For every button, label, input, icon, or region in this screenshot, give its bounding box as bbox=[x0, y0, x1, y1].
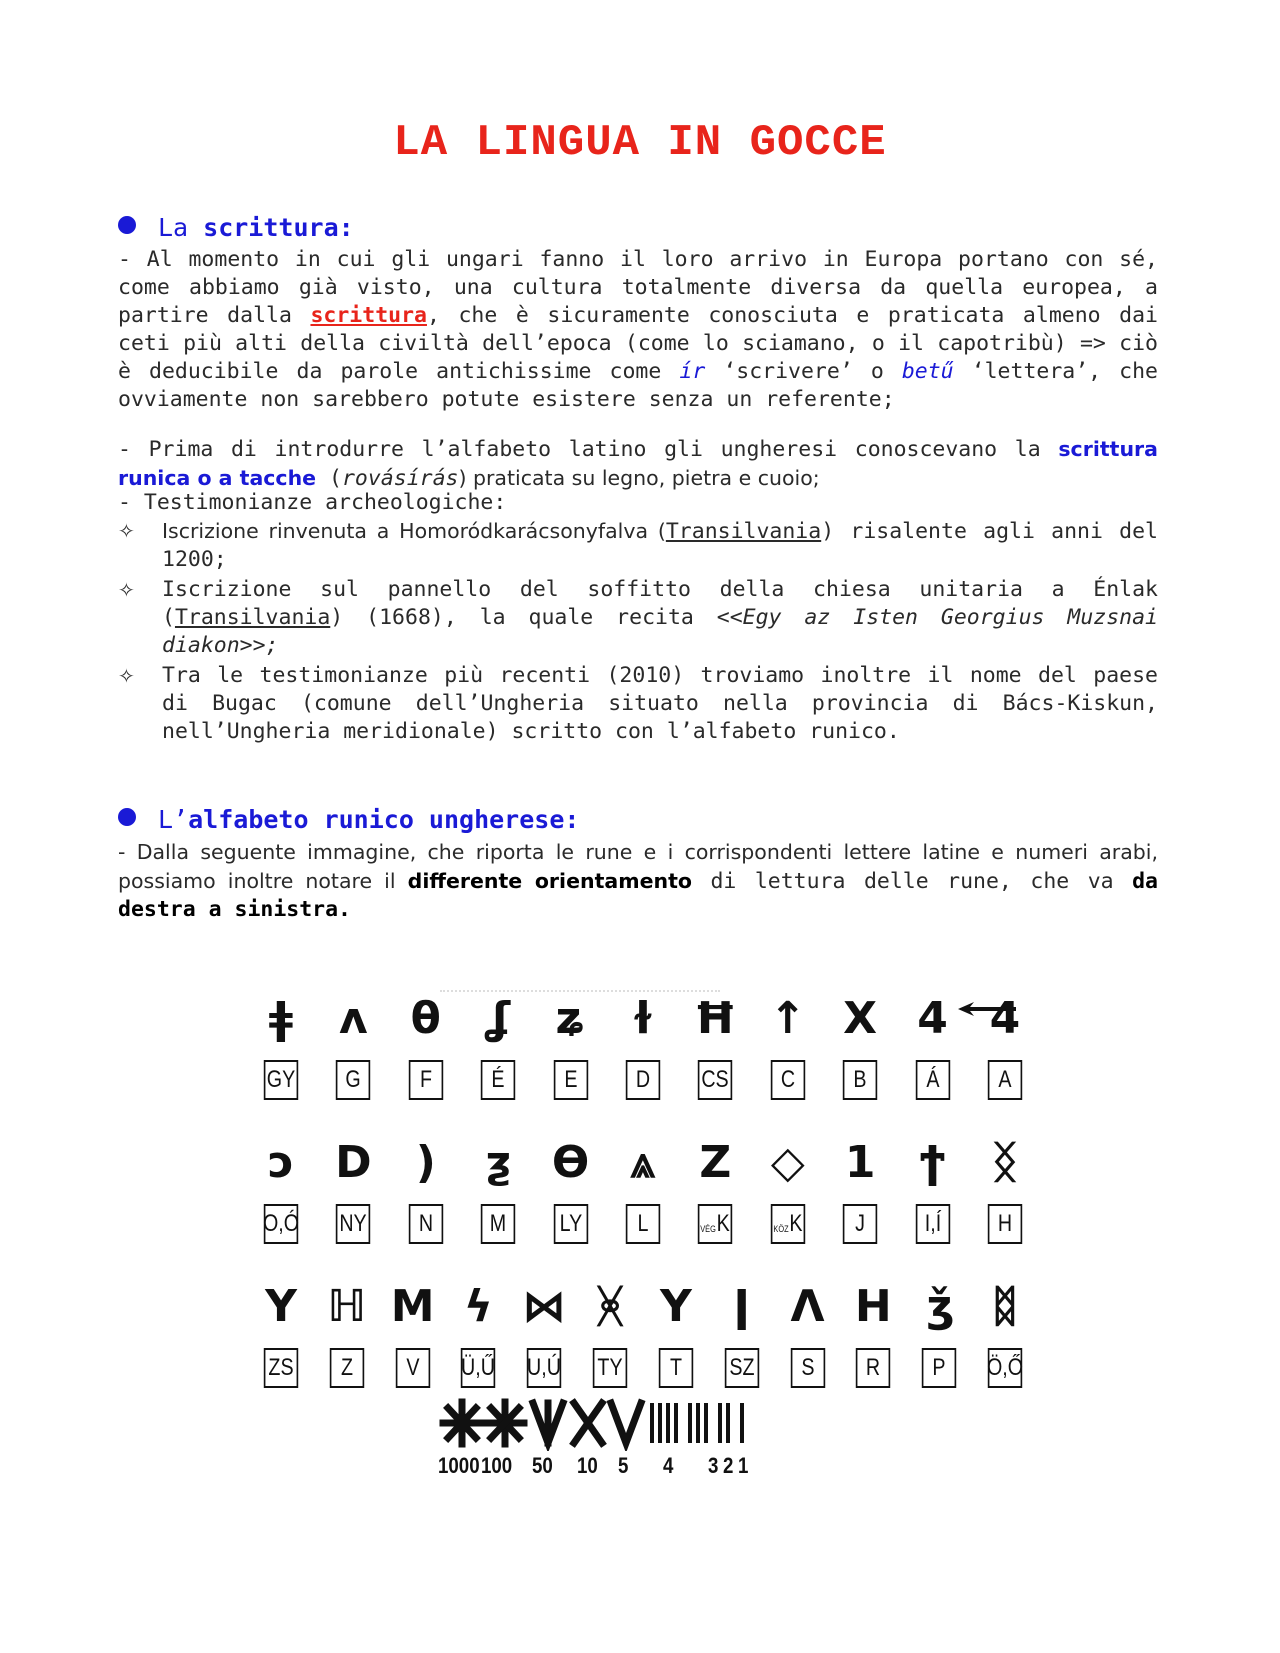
highlight-scrittura: scrittura bbox=[310, 303, 427, 328]
numeral-labels bbox=[438, 1453, 838, 1481]
numeral-label: 4 bbox=[663, 1453, 674, 1478]
latin-letter-box bbox=[553, 1060, 587, 1100]
latin-letter: Ü,Ű bbox=[461, 1354, 496, 1381]
rune-glyph: Y bbox=[659, 1281, 692, 1332]
rune-glyph: ʌ bbox=[339, 993, 368, 1044]
latin-letter: M bbox=[489, 1210, 507, 1237]
rune-cell bbox=[475, 1134, 521, 1244]
numeral-label: 3 bbox=[708, 1453, 719, 1478]
latin-letter-box bbox=[626, 1060, 660, 1100]
section-heading-alfabeto: L’alfabeto runico ungherese: bbox=[118, 805, 579, 834]
latin-letter-box bbox=[659, 1348, 693, 1388]
rune-glyph: ϯ bbox=[919, 1137, 946, 1188]
rune-cell bbox=[692, 1134, 738, 1244]
letter-prefix: VÉG bbox=[700, 1224, 717, 1234]
paragraph-orientation: - Dalla seguente immagine, che riporta le rune e i corrispondenti lettere latine e numeri arabi, possiamo inoltre notare il differente orientamento di lettura delle rune, che va da destra a sinistra. bbox=[118, 840, 1158, 922]
latin-letter-box bbox=[843, 1204, 877, 1244]
latin-letter-box bbox=[771, 1060, 805, 1100]
latin-letter-box bbox=[771, 1204, 805, 1244]
evidence-list bbox=[118, 517, 1158, 748]
numeral-label: 50 bbox=[532, 1453, 553, 1478]
latin-letter-box bbox=[481, 1204, 515, 1244]
rune-glyph: ʆ bbox=[486, 993, 511, 1044]
rune-glyph: D bbox=[335, 1137, 372, 1188]
latin-letter-box bbox=[264, 1204, 298, 1244]
latin-letter-box bbox=[988, 1060, 1022, 1100]
latin-letter-box bbox=[481, 1060, 515, 1100]
latin-letter: J bbox=[855, 1210, 866, 1237]
rune-glyph: ɔ bbox=[267, 1137, 295, 1188]
paragraph-arrival: - Al momento in cui gli ungari fanno il loro arrivo in Europa portano con sé, come abbiamo già visto, una cultura totalmente diversa da quella europea, a partire dalla scrittura, che è sicuramente conosciuta e praticata almeno dai ceti più alti della civiltà dell’epoca (come lo sciamano, o il capotribù) => ciò è deducibile da parole antichissime come ír ‘scrivere’ o betű ‘lettera’, che ovviamente non sarebbero potute esistere senza un referente; bbox=[118, 247, 1158, 412]
rune-glyph: ɫ bbox=[630, 993, 656, 1044]
rune-cell bbox=[785, 1278, 831, 1388]
rune-cell bbox=[765, 1134, 811, 1244]
rune-cell bbox=[916, 1278, 962, 1388]
bullet-icon bbox=[118, 216, 136, 234]
numeral-label: 2 bbox=[723, 1453, 734, 1478]
list-item: ✧ Tra le testimonianze più recenti (2010) troviamo inoltre il nome del paese di Bugac (comune dell’Ungheria situato nella provincia di Bács-Kiskun, nell’Ungheria meridionale) scritto con l’alfabeto runico. bbox=[118, 663, 1158, 744]
list-item: ✧ Iscrizione sul pannello del soffitto della chiesa unitaria a Énlak (Transilvania) (1668), la quale recita <<Egy az Isten Georgius Muzsnai diakon>>; bbox=[118, 577, 1158, 658]
latin-letter: P bbox=[932, 1354, 946, 1381]
rune-cell bbox=[653, 1278, 699, 1388]
latin-letter: U,Ú bbox=[527, 1354, 562, 1381]
rune-cell bbox=[258, 990, 304, 1100]
latin-letter-box bbox=[790, 1348, 824, 1388]
rune-cell bbox=[910, 1134, 956, 1244]
rune-glyph: ⋈ bbox=[522, 1281, 567, 1332]
numeral-glyphs bbox=[438, 1397, 838, 1451]
numeral-label: 100 bbox=[481, 1453, 513, 1478]
latin-letter: S bbox=[800, 1354, 815, 1381]
rune-glyph: ƺ bbox=[485, 1137, 511, 1188]
rune-row-1 bbox=[258, 990, 1028, 1100]
numeral-label: 10 bbox=[577, 1453, 598, 1478]
rune-glyph: ᚸ bbox=[596, 1281, 624, 1332]
latin-letter: B bbox=[853, 1066, 867, 1093]
latin-letter: A bbox=[998, 1066, 1012, 1093]
latin-letter: L bbox=[637, 1210, 649, 1237]
latin-letter-box bbox=[409, 1060, 443, 1100]
rune-glyph: ⩓ bbox=[630, 1137, 656, 1188]
latin-letter-box bbox=[856, 1348, 890, 1388]
rune-glyph: ↑ bbox=[769, 993, 807, 1044]
paragraph-archaeology: - Testimonianze archeologiche: bbox=[118, 490, 507, 515]
rune-cell bbox=[765, 990, 811, 1100]
latin-letter: V bbox=[406, 1354, 420, 1381]
letter-prefix: KÖZ bbox=[773, 1224, 789, 1234]
latin-letter-box bbox=[330, 1348, 364, 1388]
latin-letter-box bbox=[461, 1348, 495, 1388]
rune-cell bbox=[330, 1134, 376, 1244]
latin-letter: T bbox=[669, 1354, 682, 1381]
latin-letter: É bbox=[491, 1066, 505, 1093]
numeral-tallies bbox=[652, 1403, 742, 1443]
latin-letter-box bbox=[264, 1348, 298, 1388]
latin-letter-box bbox=[395, 1348, 429, 1388]
latin-letter: E bbox=[563, 1066, 578, 1093]
latin-letter-box bbox=[922, 1348, 956, 1388]
latin-letter: H bbox=[997, 1210, 1013, 1237]
rune-cell bbox=[455, 1278, 501, 1388]
latin-letter-box bbox=[915, 1060, 949, 1100]
latin-letter-box bbox=[698, 1204, 732, 1244]
rune-glyph: Ħ bbox=[693, 993, 737, 1044]
rune-glyph: H bbox=[854, 1281, 892, 1332]
rune-glyph: Y bbox=[265, 1281, 297, 1332]
rune-cell bbox=[910, 990, 956, 1100]
star-bullet-icon: ✧ bbox=[118, 664, 135, 688]
latin-letter: ZS bbox=[268, 1354, 294, 1381]
rune-cell bbox=[837, 1134, 883, 1244]
rune-cell bbox=[258, 1278, 304, 1388]
latin-letter-box bbox=[409, 1204, 443, 1244]
highlight-runic-writing: scrittura runica o a tacche bbox=[118, 437, 1158, 490]
latin-letter: F bbox=[419, 1066, 432, 1093]
latin-letter: C bbox=[780, 1066, 795, 1093]
rune-cell bbox=[403, 990, 449, 1100]
rune-cell bbox=[258, 1134, 304, 1244]
latin-letter: CS bbox=[701, 1066, 730, 1093]
star-bullet-icon: ✧ bbox=[118, 578, 135, 602]
rune-glyph: ϟ bbox=[463, 1281, 493, 1332]
rune-glyph: ◇ bbox=[770, 1137, 805, 1188]
latin-letter: LY bbox=[559, 1210, 582, 1237]
latin-letter: O,Ó bbox=[262, 1210, 300, 1237]
rune-glyph: ℍ bbox=[327, 1281, 367, 1332]
numeral-50-glyph bbox=[533, 1403, 563, 1443]
paragraph-runic: - Prima di introdurre l’alfabeto latino gli ungheresi conoscevano la scrittura runica o a tacche (rovásírás) praticata su legno, pietra e cuoio; bbox=[118, 437, 1158, 491]
rune-cell bbox=[330, 990, 376, 1100]
rune-glyph: 1 bbox=[844, 1137, 876, 1188]
rune-cell bbox=[982, 1278, 1028, 1388]
rune-glyph: ǯ bbox=[926, 1281, 952, 1332]
rune-cell bbox=[719, 1278, 765, 1388]
rune-numerals bbox=[438, 1397, 838, 1477]
latin-letter: G bbox=[345, 1066, 362, 1093]
numeral-label: 1 bbox=[738, 1453, 749, 1478]
rune-cell bbox=[620, 990, 666, 1100]
rune-glyph: ʑ bbox=[555, 993, 586, 1044]
rune-glyph: ᛝ bbox=[991, 1137, 1019, 1188]
rune-glyph: ) bbox=[415, 1137, 436, 1188]
list-item: ✧ Iscrizione rinvenuta a Homoródkarácsonyfalva (Transilvania) risalente agli anni del 1200; bbox=[118, 519, 1159, 572]
rune-cell bbox=[850, 1278, 896, 1388]
numeral-label: 5 bbox=[618, 1453, 629, 1478]
bullet-icon bbox=[118, 808, 136, 826]
latin-letter: N bbox=[418, 1210, 433, 1237]
latin-letter-box bbox=[336, 1060, 370, 1100]
rune-cell bbox=[475, 990, 521, 1100]
rune-cell bbox=[548, 1134, 594, 1244]
latin-letter: NY bbox=[339, 1210, 368, 1237]
numeral-5-glyph bbox=[611, 1403, 641, 1443]
latin-letter: GY bbox=[266, 1066, 296, 1093]
rune-glyph: M bbox=[390, 1281, 435, 1332]
latin-letter-box bbox=[843, 1060, 877, 1100]
rune-cell bbox=[390, 1278, 436, 1388]
rune-glyph: ϴ bbox=[551, 1137, 590, 1188]
rune-cell bbox=[620, 1134, 666, 1244]
latin-letter: Á bbox=[925, 1066, 940, 1093]
latin-letter-box bbox=[264, 1060, 298, 1100]
latin-letter: K bbox=[716, 1210, 731, 1237]
word-ir: ír bbox=[679, 359, 706, 384]
rune-glyph: 4 bbox=[917, 993, 948, 1044]
rune-cell bbox=[692, 990, 738, 1100]
rune-glyph: Z bbox=[699, 1137, 732, 1188]
word-betu: betű bbox=[901, 359, 954, 384]
latin-letter-box bbox=[724, 1348, 758, 1388]
rune-cell bbox=[587, 1278, 633, 1388]
rune-cell bbox=[837, 990, 883, 1100]
rune-glyph: θ bbox=[410, 993, 441, 1044]
rune-glyph: Λ bbox=[790, 1281, 825, 1332]
latin-letter-box bbox=[915, 1204, 949, 1244]
rune-cell bbox=[324, 1278, 370, 1388]
star-bullet-icon: ✧ bbox=[118, 519, 135, 543]
latin-letter: I,Í bbox=[924, 1210, 941, 1237]
rune-glyph: 4 bbox=[989, 993, 1021, 1044]
rune-row-2 bbox=[258, 1134, 1028, 1244]
latin-letter: Z bbox=[340, 1354, 353, 1381]
page-title: LA LINGUA IN GOCCE bbox=[393, 118, 887, 168]
rune-glyph: ᛥ bbox=[991, 1281, 1019, 1332]
latin-letter-box bbox=[988, 1348, 1022, 1388]
section-heading-scrittura: La scrittura: bbox=[118, 213, 354, 242]
latin-letter: TY bbox=[597, 1354, 623, 1381]
numeral-label: 1000 bbox=[438, 1453, 480, 1478]
latin-letter-box bbox=[698, 1060, 732, 1100]
rune-cell bbox=[982, 990, 1028, 1100]
latin-letter: Ö,Ő bbox=[986, 1354, 1023, 1381]
latin-letter-box bbox=[336, 1204, 370, 1244]
rune-row-3 bbox=[258, 1278, 1028, 1388]
rune-glyph: X bbox=[843, 993, 878, 1044]
latin-letter-box bbox=[626, 1204, 660, 1244]
latin-letter-box bbox=[553, 1204, 587, 1244]
rune-cell bbox=[982, 1134, 1028, 1244]
rune-glyph: ǀ bbox=[733, 1281, 750, 1332]
rune-cell bbox=[548, 990, 594, 1100]
rune-cell bbox=[403, 1134, 449, 1244]
latin-letter: R bbox=[866, 1354, 881, 1381]
latin-letter: SZ bbox=[729, 1354, 755, 1381]
numeral-100-glyph bbox=[486, 1402, 524, 1444]
rune-cell bbox=[521, 1278, 567, 1388]
numeral-1000-glyph bbox=[443, 1402, 481, 1444]
latin-letter: K bbox=[789, 1210, 803, 1237]
latin-letter-box bbox=[593, 1348, 627, 1388]
latin-letter: D bbox=[635, 1066, 651, 1093]
latin-letter-box bbox=[988, 1204, 1022, 1244]
latin-letter-box bbox=[527, 1348, 561, 1388]
rune-glyph: ǂ bbox=[269, 993, 293, 1044]
numeral-10-glyph bbox=[574, 1403, 602, 1443]
